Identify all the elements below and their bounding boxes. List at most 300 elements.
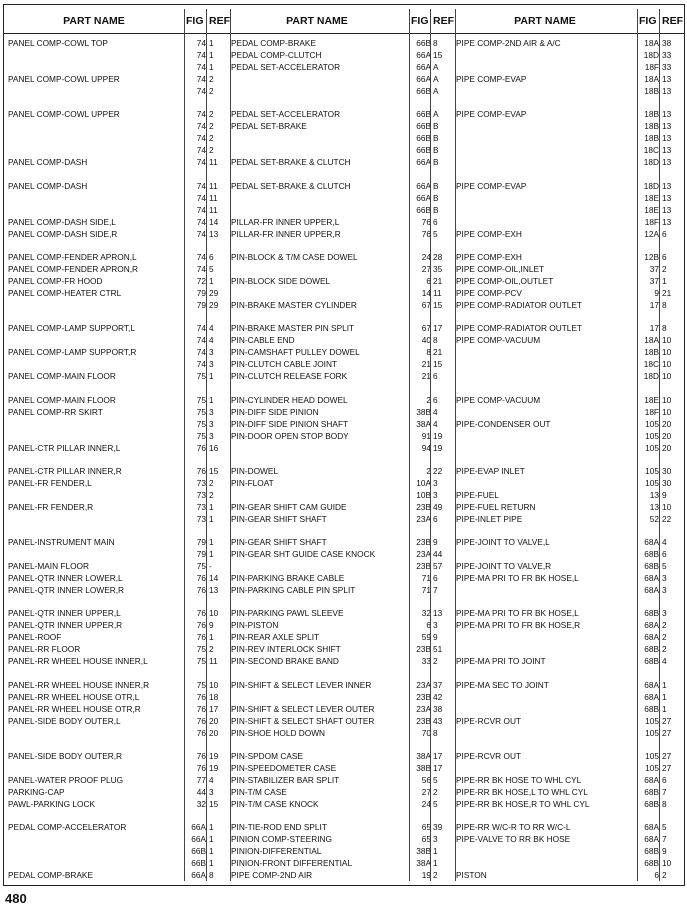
ref-cell: 27	[662, 715, 672, 726]
fig-cell: 18B	[644, 347, 659, 358]
part-name-cell: PANEL COMP-MAIN FLOOR	[8, 394, 116, 405]
part-name-cell: PEDAL SET-ACCELERATOR	[231, 109, 341, 120]
table-row	[4, 216, 684, 228]
part-name-cell: PINION COMP-STEERING	[231, 834, 332, 845]
ref-cell: 3	[662, 573, 667, 584]
fig-cell: 66A	[416, 157, 431, 168]
table-row	[4, 299, 684, 311]
ref-cell: 2	[209, 644, 214, 655]
fig-cell: 66B	[416, 145, 431, 156]
ref-cell: 22	[662, 513, 672, 524]
fig-cell: 13	[649, 489, 659, 500]
part-name-cell: PIN-T/M CASE KNOCK	[231, 799, 319, 809]
ref-cell: 35	[433, 263, 443, 274]
fig-cell: 2	[426, 394, 431, 405]
part-name-cell: PANEL-SIDE BODY OUTER,L	[8, 715, 121, 726]
ref-cell: A	[433, 62, 439, 72]
ref-cell: 13	[433, 608, 443, 619]
ref-cell: 1	[209, 50, 214, 60]
ref-cell: 2	[662, 644, 667, 655]
fig-cell: 18D	[643, 50, 659, 60]
column-header-part-name: PART NAME	[63, 15, 125, 27]
fig-cell: 74	[196, 216, 206, 227]
fig-cell: 66B	[191, 858, 206, 869]
ref-cell: 13	[662, 157, 672, 168]
fig-cell: 38B	[416, 406, 431, 417]
part-name-cell: PEDAL SET-ACCELERATOR	[231, 62, 341, 72]
ref-cell: 2	[209, 489, 214, 500]
fig-cell: 68B	[644, 799, 659, 809]
column-header-ref: REF	[433, 15, 454, 27]
parts-index-table	[3, 4, 685, 886]
ref-cell: 2	[209, 477, 214, 488]
table-row	[4, 49, 684, 61]
table-row	[4, 418, 684, 430]
ref-cell: 10	[662, 406, 672, 417]
table-row	[4, 156, 684, 168]
fig-cell: 105	[645, 715, 659, 726]
table-row	[4, 85, 684, 97]
part-name-cell: PIPE COMP-OIL,INLET	[456, 263, 545, 274]
part-name-cell: PIN-CYLINDER HEAD DOWEL	[231, 394, 348, 405]
fig-cell: 66B	[416, 204, 431, 215]
column-rule	[230, 9, 231, 881]
part-name-cell: PIPE COMP-VACUUM	[456, 335, 541, 346]
part-name-cell: PIPE-MA PRI TO FR BK HOSE,L	[456, 573, 579, 584]
fig-cell: 56	[421, 775, 431, 785]
fig-cell: 68A	[644, 775, 659, 785]
fig-cell: 66A	[416, 62, 431, 72]
fig-cell: 32	[196, 799, 206, 809]
fig-cell: 6	[426, 275, 431, 286]
ref-cell: 13	[662, 145, 672, 156]
ref-cell: 6	[433, 394, 438, 405]
column-header-fig: FIG	[411, 15, 429, 27]
ref-cell: 7	[433, 585, 438, 596]
fig-cell: 76	[196, 620, 206, 631]
part-name-cell: PIPE COMP-VACUUM	[456, 394, 541, 405]
part-name-cell: PANEL COMP-DASH	[8, 157, 88, 168]
table-row	[4, 61, 684, 73]
ref-cell: 42	[433, 691, 443, 702]
ref-cell: 13	[662, 192, 672, 203]
fig-cell: 18D	[643, 157, 659, 168]
fig-cell: 19	[421, 870, 431, 881]
part-name-cell: PIPE-RR W/C-R TO RR W/C-L	[456, 822, 571, 833]
fig-cell: 91	[421, 430, 431, 441]
table-row	[4, 108, 684, 120]
part-name-cell: PANEL-RR WHEEL HOUSE INNER,R	[8, 679, 150, 690]
part-name-cell: PANEL-RR FLOOR	[8, 644, 81, 655]
ref-cell: 10	[662, 501, 672, 512]
ref-cell: 15	[433, 50, 443, 60]
part-name-cell: PIN-CLUTCH CABLE JOINT	[231, 359, 338, 370]
table-row	[4, 346, 684, 358]
ref-cell: 4	[433, 418, 438, 429]
fig-cell: 79	[196, 537, 206, 548]
fig-cell: 68B	[644, 787, 659, 797]
part-name-cell: PIPE-FUEL	[456, 489, 499, 500]
fig-cell: 75	[196, 430, 206, 441]
fig-cell: 70	[421, 727, 431, 738]
fig-cell: 75	[196, 656, 206, 667]
fig-cell: 12B	[644, 251, 659, 262]
fig-cell: 38B	[416, 763, 431, 773]
part-name-cell: PEDAL SET-BRAKE & CLUTCH	[231, 157, 351, 168]
ref-cell: 1	[209, 834, 214, 845]
part-name-cell: PIN-BRAKE MASTER PIN SPLIT	[231, 323, 355, 334]
ref-cell: 8	[662, 323, 667, 334]
fig-cell: 105	[645, 442, 659, 453]
fig-cell: 59	[421, 632, 431, 643]
part-name-cell: PANEL-RR WHEEL HOUSE OTR,R	[8, 703, 141, 714]
ref-cell: 19	[433, 442, 443, 453]
fig-cell: 68B	[644, 846, 659, 857]
part-name-cell: PIPE-RR BK HOSE TO WHL CYL	[456, 775, 582, 785]
part-name-cell: PANEL COMP-FENDER APRON,L	[8, 251, 137, 262]
part-name-cell: PEDAL COMP-BRAKE	[8, 870, 93, 881]
fig-cell: 68B	[644, 561, 659, 572]
ref-cell: 10	[662, 858, 672, 869]
ref-cell: 11	[209, 656, 218, 667]
ref-cell: 9	[433, 537, 438, 548]
fig-cell: 38B	[416, 846, 431, 857]
fig-cell: 10A	[416, 477, 431, 488]
part-name-cell: PANEL COMP-FR HOOD	[8, 275, 103, 286]
ref-cell: B	[433, 121, 439, 132]
table-row	[4, 394, 684, 406]
ref-cell: 28	[433, 251, 443, 262]
ref-cell: 6	[662, 251, 667, 262]
ref-cell: 2	[209, 121, 214, 132]
fig-cell: 74	[196, 38, 206, 48]
part-name-cell: PANEL COMP-COWL TOP	[8, 38, 108, 48]
fig-cell: 74	[196, 263, 206, 274]
ref-cell: 17	[433, 751, 443, 761]
part-name-cell: PILLAR-FR INNER UPPER,R	[231, 228, 341, 239]
part-name-cell: PIPE COMP-OIL,OUTLET	[456, 275, 554, 286]
part-name-cell: PIN-DOOR OPEN STOP BODY	[231, 430, 349, 441]
fig-cell: 27	[421, 787, 431, 797]
fig-cell: 18A	[644, 335, 659, 346]
ref-cell: 20	[209, 727, 219, 738]
part-name-cell: PANEL COMP-FENDER APRON,R	[8, 263, 139, 274]
part-name-cell: PIN-FLOAT	[231, 477, 274, 488]
fig-cell: 66A	[416, 50, 431, 60]
ref-cell: 3	[209, 787, 214, 797]
fig-cell: 18B	[644, 133, 659, 144]
ref-cell: 27	[662, 763, 672, 773]
part-name-cell: PIPE COMP-EVAP	[456, 109, 527, 120]
column-header-fig: FIG	[186, 15, 204, 27]
part-name-cell: PANEL-MAIN FLOOR	[8, 561, 89, 572]
fig-cell: 105	[645, 763, 659, 773]
fig-cell: 105	[645, 751, 659, 761]
ref-cell: 13	[662, 121, 672, 132]
ref-cell: 4	[209, 335, 214, 346]
fig-cell: 23A	[416, 679, 431, 690]
part-name-cell: PINION-FRONT DIFFERENTIAL	[231, 858, 353, 869]
table-row	[4, 370, 684, 382]
table-row	[4, 322, 684, 334]
fig-cell: 67	[421, 323, 431, 334]
table-row	[4, 643, 684, 655]
ref-cell: 8	[209, 870, 214, 881]
part-name-cell: PIPE-JOINT TO VALVE,R	[456, 561, 552, 572]
ref-cell: 1	[662, 703, 667, 714]
table-row	[4, 584, 684, 596]
fig-cell: 18F	[644, 62, 659, 72]
part-name-cell: PIPE-MA PRI TO FR BK HOSE,L	[456, 608, 579, 619]
part-name-cell: PIN-PARKING CABLE PIN SPLIT	[231, 585, 356, 596]
ref-cell: 2	[433, 787, 438, 797]
fig-cell: 18E	[644, 204, 659, 215]
table-row	[4, 180, 684, 192]
ref-cell: 19	[209, 751, 219, 761]
column-header-part-name: PART NAME	[286, 15, 348, 27]
fig-cell: 68B	[644, 608, 659, 619]
fig-cell: 79	[196, 299, 206, 310]
fig-cell: 75	[196, 394, 206, 405]
part-name-cell: PIPE-RCVR OUT	[456, 715, 521, 726]
ref-cell: 18	[209, 691, 219, 702]
ref-cell: A	[433, 86, 439, 96]
fig-cell: 71	[421, 585, 431, 596]
part-name-cell: PIN-DOWEL	[231, 465, 279, 476]
fig-cell: 75	[196, 418, 206, 429]
part-name-cell: PIN-BLOCK & T/M CASE DOWEL	[231, 251, 358, 262]
ref-cell: 2	[209, 109, 214, 120]
part-name-cell: PIN-PISTON	[231, 620, 279, 631]
table-row	[4, 132, 684, 144]
part-name-cell: PEDAL COMP-BRAKE	[231, 38, 316, 48]
fig-cell: 74	[196, 347, 206, 358]
part-name-cell: PANEL COMP-LAMP SUPPORT,R	[8, 347, 137, 358]
ref-cell: 9	[209, 620, 214, 631]
ref-cell: 13	[662, 216, 672, 227]
fig-cell: 76	[196, 763, 206, 773]
fig-cell: 73	[196, 501, 206, 512]
fig-cell: 6	[426, 620, 431, 631]
fig-cell: 74	[196, 157, 206, 168]
table-row	[4, 857, 684, 869]
part-name-cell: PANEL-WATER PROOF PLUG	[8, 775, 124, 785]
fig-cell: 17	[649, 323, 659, 334]
fig-cell: 75	[196, 406, 206, 417]
table-row	[4, 263, 684, 275]
part-name-cell: PIPE COMP-2ND AIR	[231, 870, 313, 881]
ref-cell: 3	[662, 585, 667, 596]
ref-cell: 13	[209, 228, 219, 239]
fig-cell: 27	[421, 263, 431, 274]
ref-cell: 27	[662, 751, 672, 761]
ref-cell: 3	[433, 477, 438, 488]
table-row	[4, 144, 684, 156]
fig-cell: 18D	[643, 371, 659, 382]
fig-cell: 23B	[416, 537, 431, 548]
part-name-cell: PEDAL SET-BRAKE & CLUTCH	[231, 180, 351, 191]
part-name-cell: PEDAL SET-BRAKE	[231, 121, 307, 132]
fig-cell: 76	[196, 727, 206, 738]
ref-cell: 21	[662, 287, 672, 298]
part-name-cell: PIN-TIE-ROD END SPLIT	[231, 822, 327, 833]
table-row	[4, 619, 684, 631]
table-row	[4, 869, 684, 881]
table-row	[4, 833, 684, 845]
ref-cell: 9	[662, 489, 667, 500]
page-number: 480	[5, 891, 27, 906]
ref-cell: 38	[662, 38, 672, 48]
part-name-cell: PANEL-QTR INNER LOWER,L	[8, 573, 123, 584]
part-name-cell: PIPE COMP-EVAP	[456, 74, 527, 84]
column-rule	[409, 9, 410, 881]
fig-cell: 76	[421, 216, 431, 227]
table-row	[4, 786, 684, 798]
part-name-cell: PANEL COMP-DASH SIDE,R	[8, 228, 118, 239]
ref-cell: 8	[433, 38, 438, 48]
ref-cell: 11	[209, 204, 218, 215]
fig-cell: 38A	[416, 751, 431, 761]
fig-cell: 18B	[644, 86, 659, 96]
table-row	[4, 762, 684, 774]
part-name-cell: PIN-BRAKE MASTER CYLINDER	[231, 299, 357, 310]
part-name-cell: PIN-SECOND BRAKE BAND	[231, 656, 339, 667]
fig-cell: 76	[196, 632, 206, 643]
part-name-cell: PANEL-RR WHEEL HOUSE OTR,L	[8, 691, 140, 702]
ref-cell: 5	[433, 775, 438, 785]
ref-cell: B	[433, 192, 439, 203]
fig-cell: 68A	[644, 632, 659, 643]
column-header-part-name: PART NAME	[514, 15, 576, 27]
part-name-cell: PINION-DIFFERENTIAL	[231, 846, 322, 857]
column-rule	[184, 9, 185, 881]
fig-cell: 73	[196, 513, 206, 524]
fig-cell: 18F	[644, 406, 659, 417]
part-name-cell: PIPE COMP-EVAP	[456, 180, 527, 191]
ref-cell: 13	[662, 133, 672, 144]
header-divider	[4, 33, 684, 34]
ref-cell: 17	[433, 763, 443, 773]
ref-cell: 2	[433, 870, 438, 881]
ref-cell: 2	[209, 145, 214, 156]
part-name-cell: PAWL-PARKING LOCK	[8, 799, 95, 809]
ref-cell: 10	[662, 347, 672, 358]
fig-cell: 18B	[644, 109, 659, 120]
fig-cell: 74	[196, 133, 206, 144]
ref-cell: 1	[662, 679, 667, 690]
part-name-cell: PANEL-FR FENDER,L	[8, 477, 92, 488]
part-name-cell: PIPE-VALVE TO RR BK HOSE	[456, 834, 571, 845]
part-name-cell: PANEL COMP-RR SKIRT	[8, 406, 103, 417]
ref-cell: 1	[209, 549, 214, 560]
fig-cell: 66B	[191, 846, 206, 857]
part-name-cell: PANEL COMP-MAIN FLOOR	[8, 371, 116, 382]
ref-cell: 20	[662, 418, 672, 429]
ref-cell: 1	[662, 691, 667, 702]
ref-cell: 51	[433, 644, 443, 655]
part-name-cell: PIPE-RR BK HOSE,R TO WHL CYL	[456, 799, 590, 809]
ref-cell: 13	[662, 86, 672, 96]
fig-cell: 66B	[416, 121, 431, 132]
ref-cell: 11	[209, 157, 218, 168]
fig-cell: 74	[196, 86, 206, 96]
ref-cell: 39	[433, 822, 443, 833]
part-name-cell: PANEL-RR WHEEL HOUSE INNER,L	[8, 656, 148, 667]
table-row	[4, 501, 684, 513]
ref-cell: 14	[209, 216, 219, 227]
table-row	[4, 536, 684, 548]
table-row	[4, 821, 684, 833]
table-row	[4, 513, 684, 525]
fig-cell: 105	[645, 727, 659, 738]
fig-cell: 8	[426, 347, 431, 358]
fig-cell: 74	[196, 323, 206, 334]
table-row	[4, 631, 684, 643]
fig-cell: 37	[649, 263, 659, 274]
fig-cell: 14	[421, 287, 431, 298]
fig-cell: 68A	[644, 620, 659, 631]
table-row	[4, 560, 684, 572]
fig-cell: 23A	[416, 513, 431, 524]
fig-cell: 65	[421, 822, 431, 833]
ref-cell: A	[433, 74, 439, 84]
fig-cell: 10B	[416, 489, 431, 500]
table-row	[4, 655, 684, 667]
fig-cell: 18A	[644, 38, 659, 48]
fig-cell: 66A	[416, 180, 431, 191]
fig-cell: 74	[196, 228, 206, 239]
part-name-cell: PANEL-QTR INNER UPPER,L	[8, 608, 121, 619]
ref-cell: 13	[662, 109, 672, 120]
fig-cell: 12A	[644, 228, 659, 239]
ref-cell: B	[433, 145, 439, 156]
part-name-cell: PIN-BLOCK SIDE DOWEL	[231, 275, 331, 286]
ref-cell: 3	[433, 834, 438, 845]
part-name-cell: PIN-REV INTERLOCK SHIFT	[231, 644, 341, 655]
ref-cell: 4	[662, 537, 667, 548]
table-row	[4, 430, 684, 442]
part-name-cell: PIN-T/M CASE	[231, 787, 287, 797]
ref-cell: 21	[433, 347, 443, 358]
ref-cell: B	[433, 133, 439, 144]
fig-cell: 73	[196, 489, 206, 500]
part-name-cell: PIN-PARKING PAWL SLEEVE	[231, 608, 344, 619]
fig-cell: 74	[196, 62, 206, 72]
ref-cell: B	[433, 180, 439, 191]
ref-cell: 1	[662, 275, 667, 286]
ref-cell: 7	[662, 834, 667, 845]
part-name-cell: PIN-GEAR SHT GUIDE CASE KNOCK	[231, 549, 376, 560]
ref-cell: 13	[662, 204, 672, 215]
fig-cell: 40	[421, 335, 431, 346]
part-name-cell: PEDAL COMP-CLUTCH	[231, 50, 322, 60]
ref-cell: 49	[433, 501, 443, 512]
ref-cell: 17	[209, 703, 219, 714]
part-name-cell: PANEL-QTR INNER UPPER,R	[8, 620, 123, 631]
fig-cell: 74	[196, 251, 206, 262]
part-name-cell: PANEL-INSTRUMENT MAIN	[8, 537, 115, 548]
part-name-cell: PANEL-FR FENDER,R	[8, 501, 94, 512]
fig-cell: 68A	[644, 691, 659, 702]
fig-cell: 68A	[644, 834, 659, 845]
fig-cell: 6	[654, 870, 659, 881]
ref-cell: 1	[209, 275, 214, 286]
fig-cell: 71	[421, 573, 431, 584]
fig-cell: 74	[196, 192, 206, 203]
fig-cell: 105	[645, 430, 659, 441]
part-name-cell: PIN-CAMSHAFT PULLEY DOWEL	[231, 347, 360, 358]
part-name-cell: PIN-REAR AXLE SPLIT	[231, 632, 320, 643]
